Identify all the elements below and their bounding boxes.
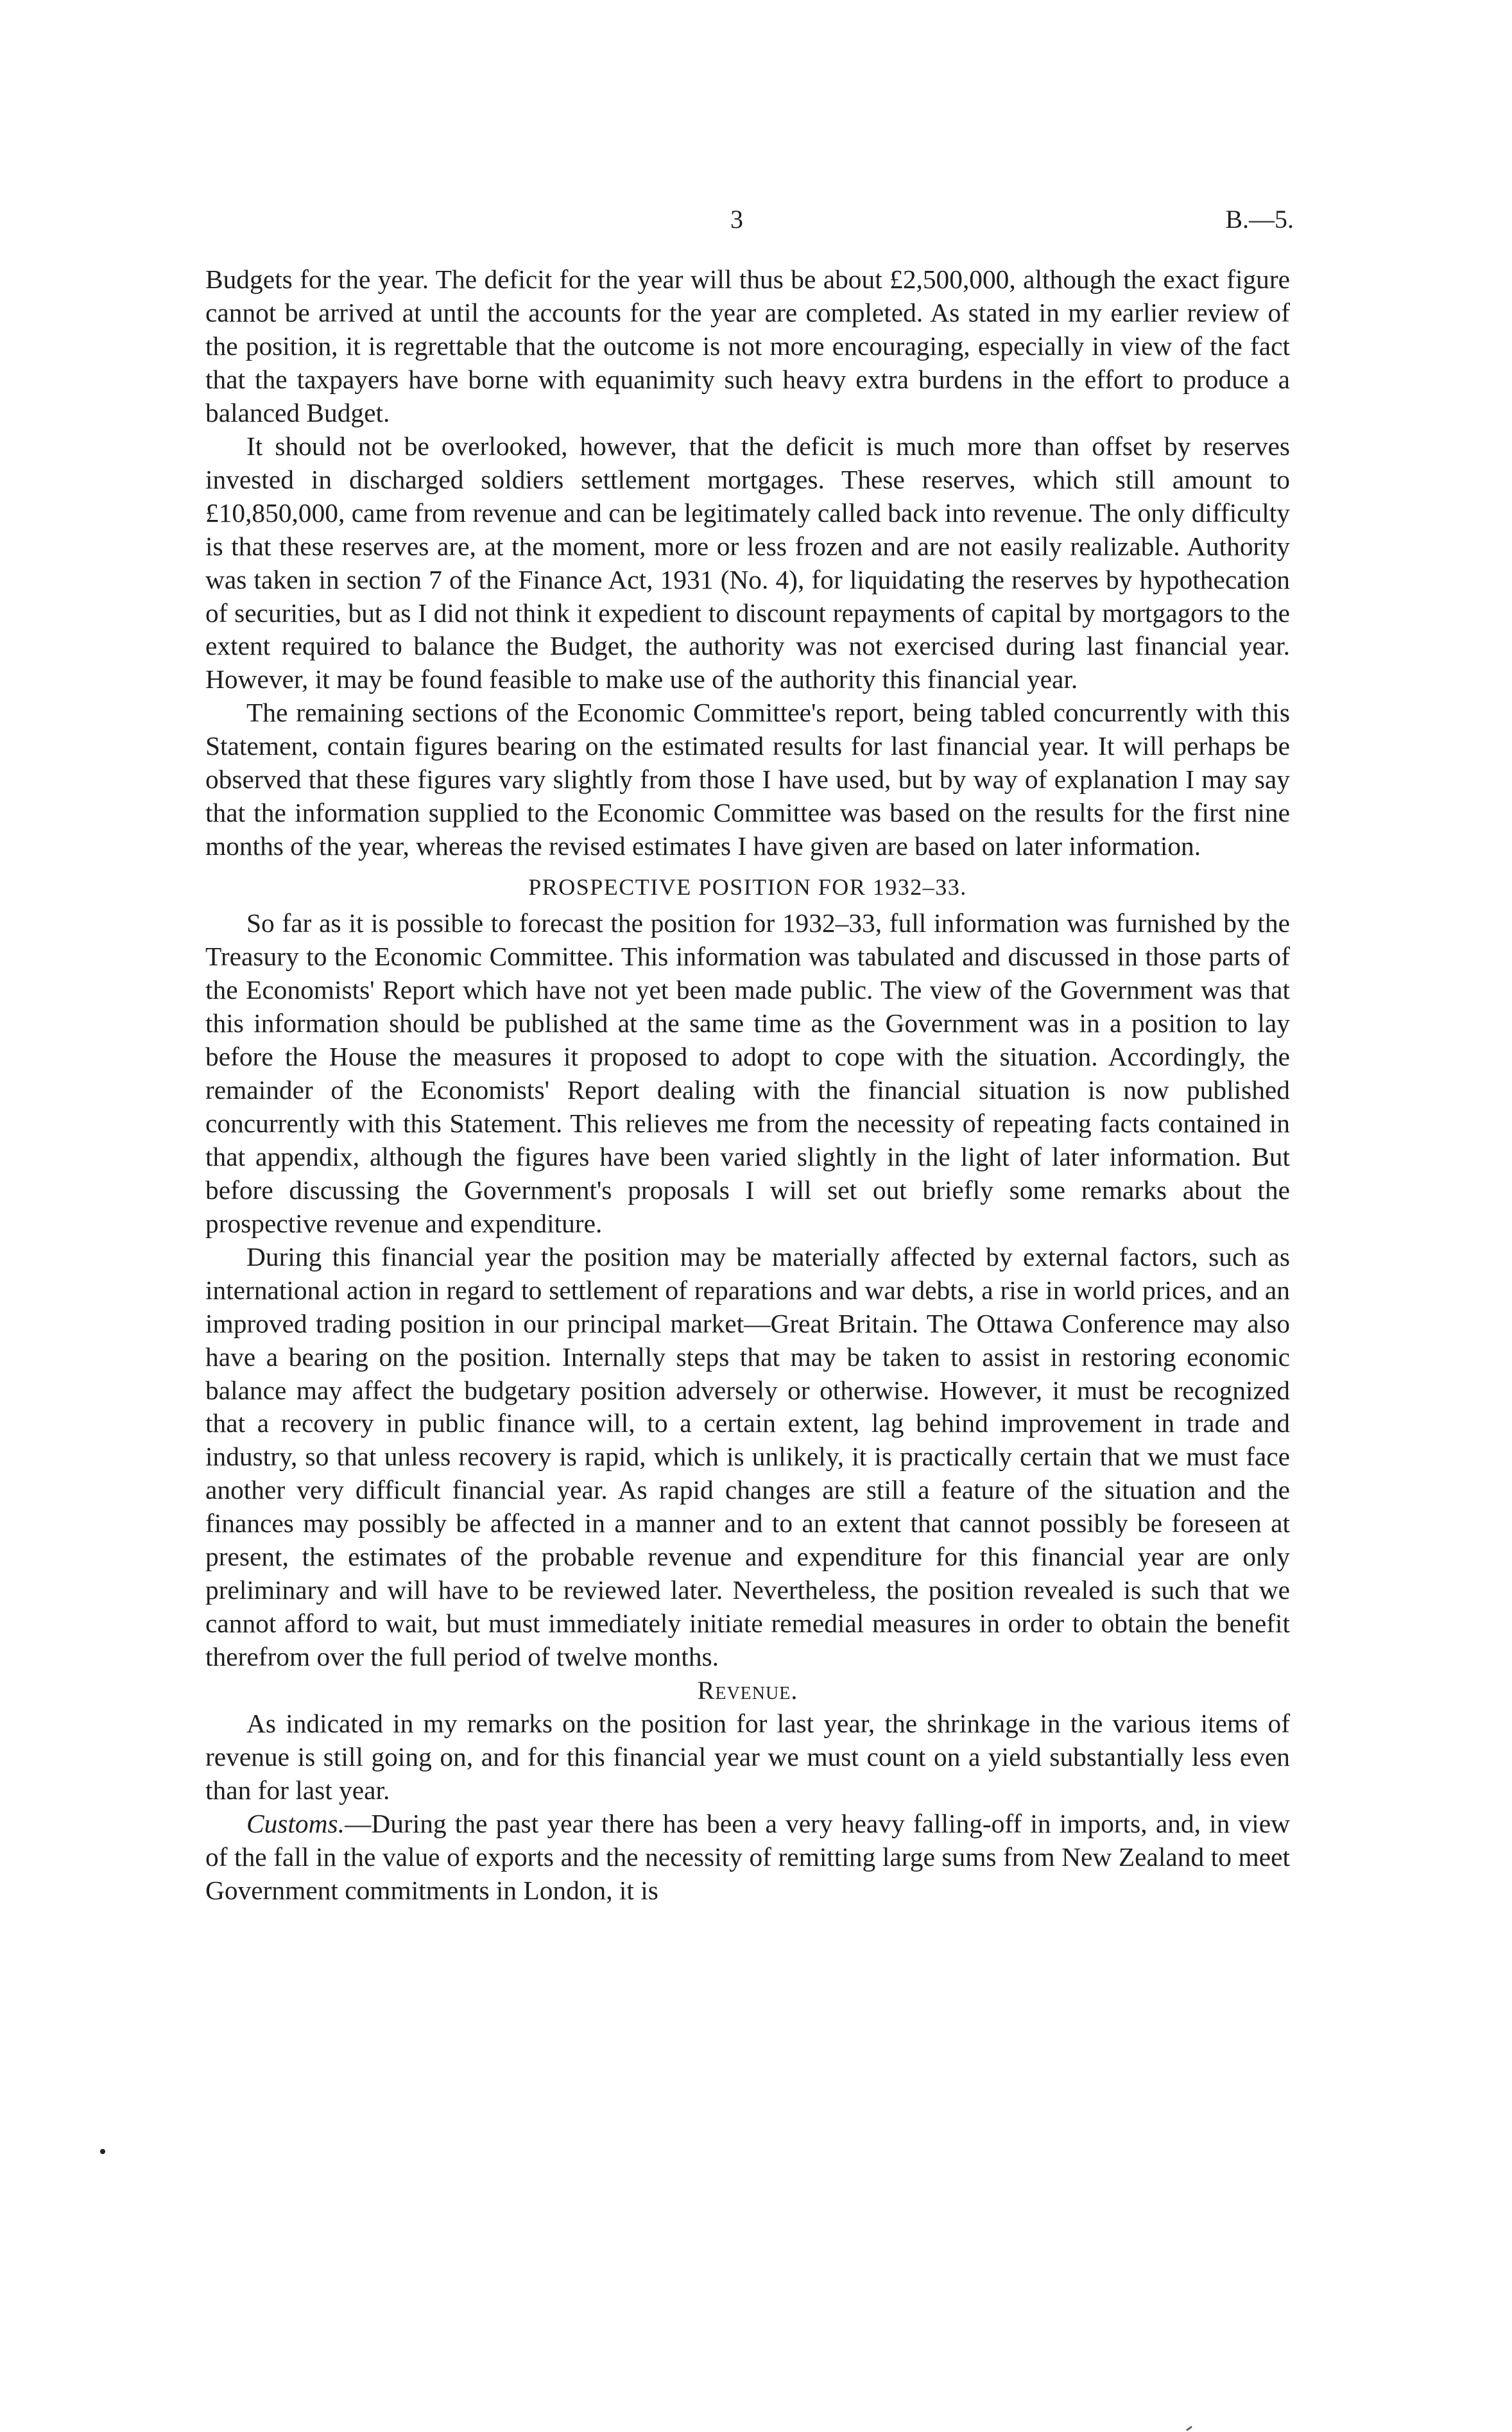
body-text [205, 263, 1290, 1908]
page-number: 3 [730, 205, 743, 234]
paragraph-external-factors: During this financial year the position may be materially affected by external factors, such as international action in regard to settlement of reparations and war debts, a rise in world prices, and an improved trading position in our principal market—Great Britain. The Ottawa Conference may also have a bearing on the position. Internally steps that may be taken to assist in restoring economic balance may affect the budgetary position adversely or otherwise. However, it must be recognized that a recovery in public finance will, to a certain extent, lag behind improvement in trade and industry, so that unless recovery is rapid, which is unlikely, it is practically certain that we must face another very difficult financial year. As rapid changes are still a feature of the situation and the finances may possibly be affected in a manner and to an extent that cannot possibly be foreseen at present, the estimates of the probable revenue and expenditure for this financial year are only preliminary and will have to be reviewed later. Nevertheless, the position revealed is such that we cannot afford to wait, but must immediately initiate remedial measures in order to obtain the benefit therefrom over the full period of twelve months. [205, 1241, 1290, 1672]
margin-mark [100, 2149, 105, 2154]
paragraph-forecast: So far as it is possible to forecast the position for 1932–33, full information was furnished by the Treasury to the Economic Committee. This information was tabulated and discussed in those parts of the Economists' Report which have not yet been made public. The view of the Government was that this information should be published at the same time as the Government was in a position to lay before the House the measures it proposed to adopt to cope with the situation. Accordingly, the remainder of the Economists' Report dealing with the financial situation is now published concurrently with this Statement. This relieves me from the necessity of repeating facts contained in that appendix, although the figures have been varied slightly in the light of later information. But before discussing the Government's proposals I will set out briefly some remarks about the prospective revenue and expenditure. [205, 908, 1290, 1238]
sub-heading-revenue: Revenue. [697, 1676, 798, 1705]
paragraph-deficit: Budgets for the year. The deficit for the year will thus be about £2,500,000, although the exact figure cannot be arrived at until the accounts for the year are completed. As stated in my earlier review of the position, it is regrettable that the outcome is not more encouraging, especially in view of the fact that the taxpayers have borne with equanimity such heavy extra burdens in the effort to produce a balanced Budget. [205, 264, 1290, 427]
paragraph-revenue-shrinkage: As indicated in my remarks on the position for last year, the shrinkage in the various items of revenue is still going on, and for this financial year we must count on a yield substantially less even than for last year. [205, 1709, 1290, 1805]
margin-tick-mark [1186, 2426, 1192, 2431]
page-header [0, 204, 1512, 243]
paragraph-customs [205, 1807, 1290, 1908]
customs-label: Customs. [246, 1808, 345, 1838]
customs-text: —During the past year there has been a very heavy falling-off in imports, and, in view of the fall in the value of exports and the necessity of remitting large sums from New Zealand to meet Government commitments in London, it is [205, 1808, 1290, 1905]
section-heading-prospective-position: PROSPECTIVE POSITION FOR 1932–33. [528, 874, 967, 901]
paragraph-economic-committee: The remaining sections of the Economic Committee's report, being tabled concurrently with this Statement, contain figures bearing on the estimated results for last financial year. It will perhaps be observed that these figures vary slightly from those I have used, but by way of explanation I may say that the information supplied to the Economic Committee was based on the results for the first nine months of the year, whereas the revised estimates I have given are based on later information. [205, 698, 1290, 861]
document-reference: B.—5. [1225, 205, 1294, 234]
paragraph-reserves: It should not be overlooked, however, that the deficit is much more than offset by reserves invested in discharged soldiers settlement mortgages. These reserves, which still amount to £10,850,000, came from revenue and can be legitimately called back into revenue. The only difficulty is that these reserves are, at the moment, more or less frozen and are not easily realizable. Authority was taken in section 7 of the Finance Act, 1931 (No. 4), for liquidating the reserves by hypothecation of securities, but as I did not think it expedient to discount repayments of capital by mortgagors to the extent required to balance the Budget, the authority was not exercised during last financial year. However, it may be found feasible to make use of the authority this financial year. [205, 431, 1290, 694]
